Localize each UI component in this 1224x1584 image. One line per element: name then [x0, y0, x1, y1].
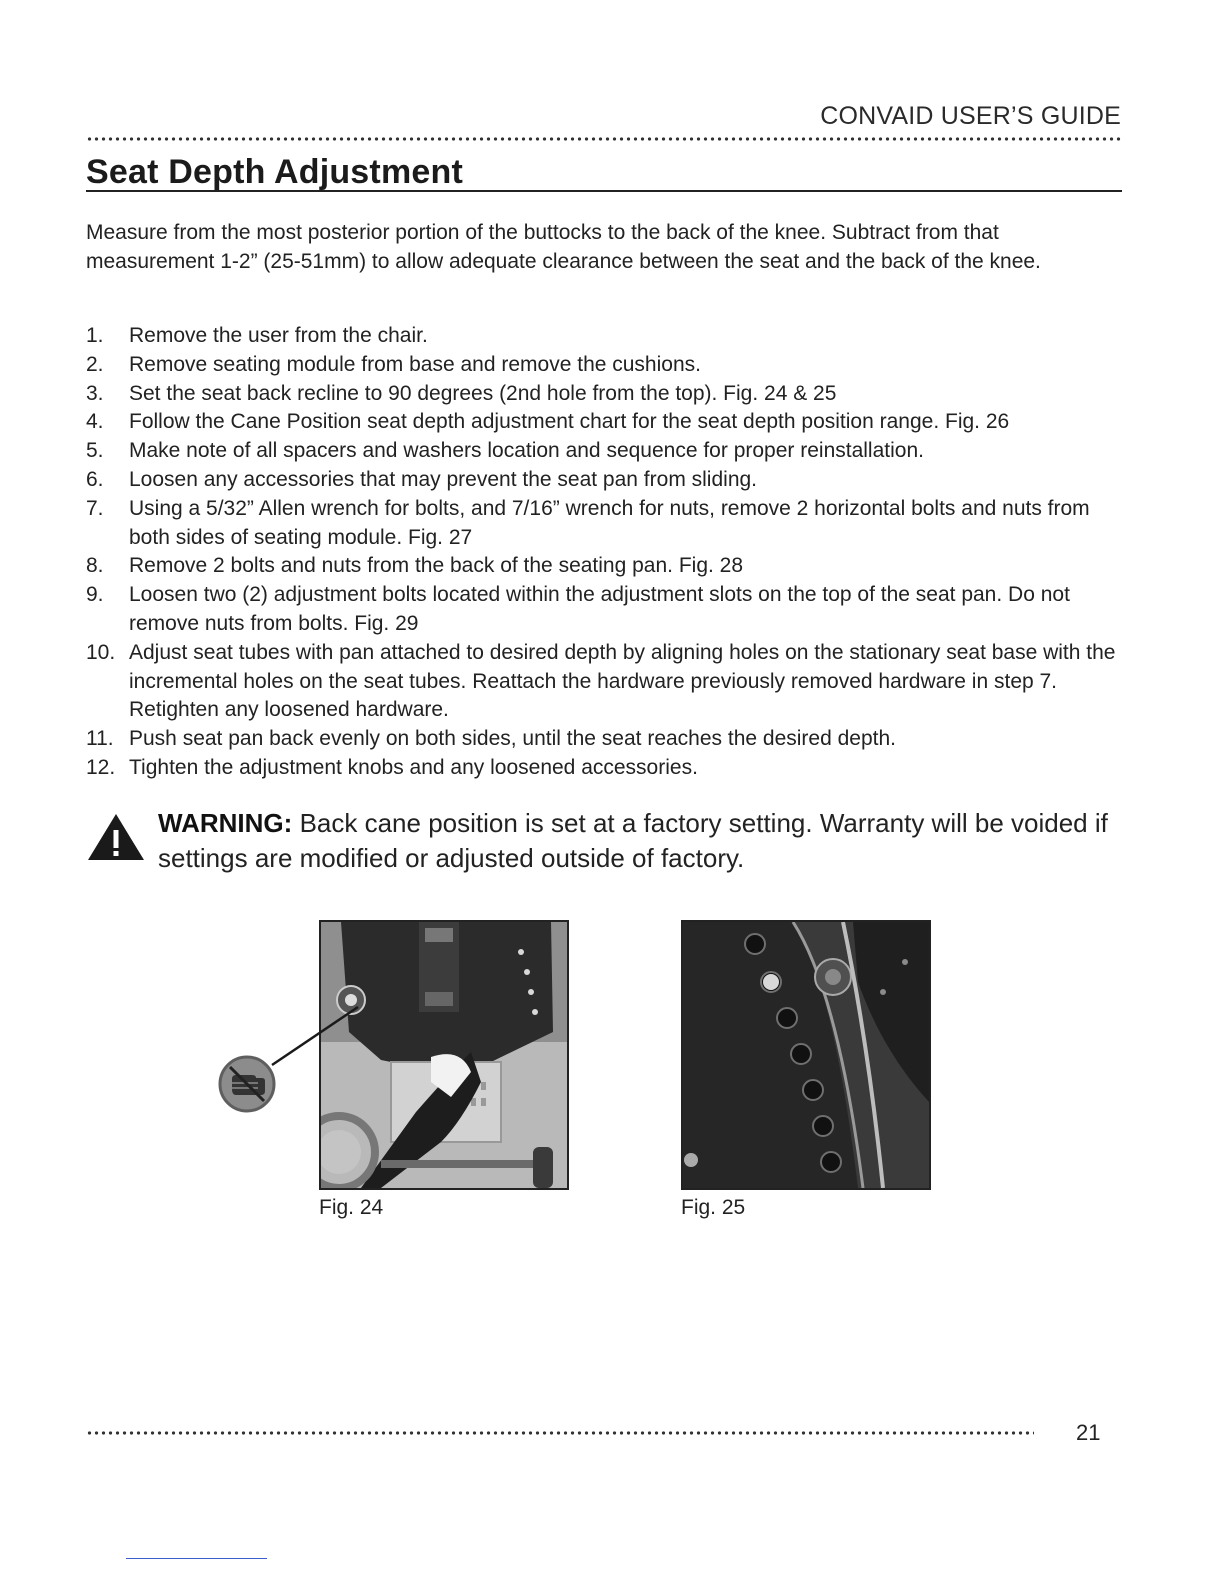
step-number: 4.: [86, 410, 104, 434]
warning-message: [158, 806, 1118, 876]
step-text: Follow the Cane Position seat depth adjustment chart for the seat depth position range. Fig. 26: [129, 410, 1010, 434]
list-item: [86, 380, 1126, 409]
step-text: Make note of all spacers and washers location and sequence for proper reinstallation.: [129, 439, 924, 463]
figure-25-photo: [681, 920, 931, 1190]
no-hand-icon: [218, 1055, 276, 1113]
callout-pointer-line: [268, 1003, 364, 1069]
list-item: [86, 552, 1126, 581]
figure-caption: Fig. 24: [319, 1196, 384, 1219]
list-item: [86, 351, 1126, 380]
warning-label: WARNING:: [158, 808, 293, 838]
list-item: [86, 725, 1126, 754]
intro-paragraph: Measure from the most posterior portion of the buttocks to the back of the knee. Subtract from that measurement 1-2” (25-51mm) to allow adequate clearance between the seat and the back of the knee.: [86, 221, 1041, 273]
step-number: 9.: [86, 583, 104, 607]
list-item: [86, 322, 1126, 351]
step-number: 8.: [86, 554, 104, 578]
list-item: [86, 495, 1126, 553]
step-text: Loosen two (2) adjustment bolts located within the adjustment slots on the top of the seat pan. Do not remove nuts from bolts. Fig. 29: [129, 583, 1070, 635]
list-item: [86, 581, 1126, 639]
warning-triangle-icon: [86, 812, 146, 862]
title-underline: [86, 190, 1122, 192]
recline-bracket-photo-illustration: [683, 922, 929, 1188]
step-text: Using a 5/32” Allen wrench for bolts, and 7/16” wrench for nuts, remove 2 horizontal bolts and nuts from both sides of seating module. Fig. 27: [129, 496, 1090, 549]
step-text: Tighten the adjustment knobs and any loosened accessories.: [129, 755, 698, 779]
step-number: 3.: [86, 381, 104, 405]
dotted-divider-bottom: [86, 1430, 1034, 1436]
section-title: Seat Depth Adjustment: [86, 153, 463, 191]
warning-body: Back cane position is set at a factory setting. Warranty will be voided if settings are modified or adjusted outside of factory.: [158, 808, 1108, 873]
step-text: Push seat pan back evenly on both sides, until the seat reaches the desired depth.: [129, 727, 897, 751]
step-number: 10.: [86, 640, 116, 664]
list-item: [86, 466, 1126, 495]
step-number: 12.: [86, 755, 116, 779]
step-number: 1.: [86, 324, 104, 347]
step-text: Remove the user from the chair.: [129, 324, 428, 347]
page-number: 21: [1076, 1420, 1101, 1445]
guide-title: CONVAID USER’S GUIDE: [820, 102, 1121, 130]
list-item: [86, 754, 1126, 783]
step-text: Set the seat back recline to 90 degrees (2nd hole from the top). Fig. 24 & 25: [129, 381, 837, 405]
step-text: Remove seating module from base and remove the cushions.: [129, 352, 701, 376]
footer-link-underline: [126, 1558, 267, 1559]
dotted-divider-top: [86, 136, 1122, 142]
figure-caption: Fig. 25: [681, 1196, 746, 1219]
list-item: [86, 639, 1126, 725]
step-text: Loosen any accessories that may prevent the seat pan from sliding.: [129, 467, 758, 491]
list-item: [86, 408, 1126, 437]
step-text: Remove 2 bolts and nuts from the back of the seating pan. Fig. 28: [129, 554, 744, 578]
step-number: 5.: [86, 439, 104, 463]
step-text: Adjust seat tubes with pan attached to desired depth by aligning holes on the stationary seat base with the incremental holes on the seat tubes. Reattach the hardware previously removed hardware in step 7. Retighten any loosened hardware.: [129, 640, 1116, 722]
steps-list: [86, 322, 1126, 783]
step-number: 11.: [86, 727, 114, 751]
list-item: [86, 437, 1126, 466]
step-number: 6.: [86, 467, 104, 491]
step-number: 2.: [86, 352, 104, 376]
step-number: 7.: [86, 496, 104, 520]
